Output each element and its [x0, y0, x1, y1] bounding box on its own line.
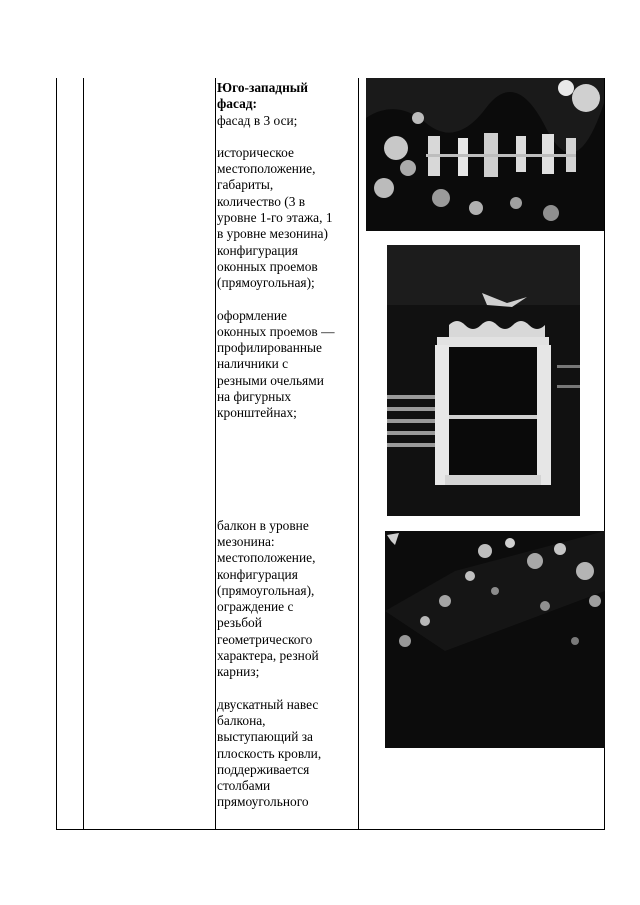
decor-line: оформление [217, 307, 287, 323]
decor-line: наличники с [217, 356, 289, 372]
windows-line: габариты, [217, 177, 274, 193]
balcony-line: местоположение, [217, 550, 316, 566]
balcony-line: (прямоугольная), [217, 582, 315, 598]
balcony-line: геометрического [217, 631, 313, 647]
balcony-line: резьбой [217, 615, 262, 631]
canopy-line: плоскость кровли, [217, 745, 322, 761]
column-divider [215, 78, 216, 829]
windows-line: количество (3 в [217, 193, 306, 209]
windows-line: местоположение, [217, 161, 316, 177]
canopy-line: двускатный навес [217, 696, 319, 712]
column-divider [358, 78, 359, 829]
facade-description-cell [217, 80, 353, 811]
windows-line: в уровне мезонина) [217, 226, 328, 242]
window-frame-photo [387, 245, 580, 516]
decor-line: на фигурных [217, 389, 292, 405]
canopy-line: балкона, [217, 712, 266, 728]
canopy-line: столбами [217, 778, 271, 794]
decor-line: резными очельями [217, 372, 324, 388]
facade-axes: фасад в 3 оси; [217, 112, 298, 128]
windows-line: конфигурация [217, 242, 298, 258]
balcony-photo [385, 531, 605, 748]
balcony-line: карниз; [217, 664, 260, 680]
balcony-line: конфигурация [217, 566, 298, 582]
facade-windows-photo [366, 78, 604, 231]
facade-title-line2: фасад: [217, 96, 257, 112]
canopy-line: поддерживается [217, 761, 310, 777]
facade-title-line1: Юго-западный [217, 80, 308, 95]
balcony-line: характера, резной [217, 648, 319, 664]
canopy-line: выступающий за [217, 729, 313, 745]
balcony-line: мезонина: [217, 533, 275, 549]
windows-line: (прямоугольная); [217, 275, 315, 291]
canopy-line: прямоугольного [217, 794, 309, 810]
decor-line: профилированные [217, 340, 322, 356]
windows-line: оконных проемов [217, 258, 318, 274]
windows-line: уровне 1-го этажа, 1 [217, 210, 333, 226]
balcony-line: ограждение с [217, 599, 294, 615]
decor-line: оконных проемов — [217, 323, 335, 339]
balcony-line: балкон в уровне [217, 517, 309, 533]
windows-line: историческое [217, 144, 294, 160]
column-divider [83, 78, 84, 829]
decor-line: кронштейнах; [217, 405, 297, 421]
